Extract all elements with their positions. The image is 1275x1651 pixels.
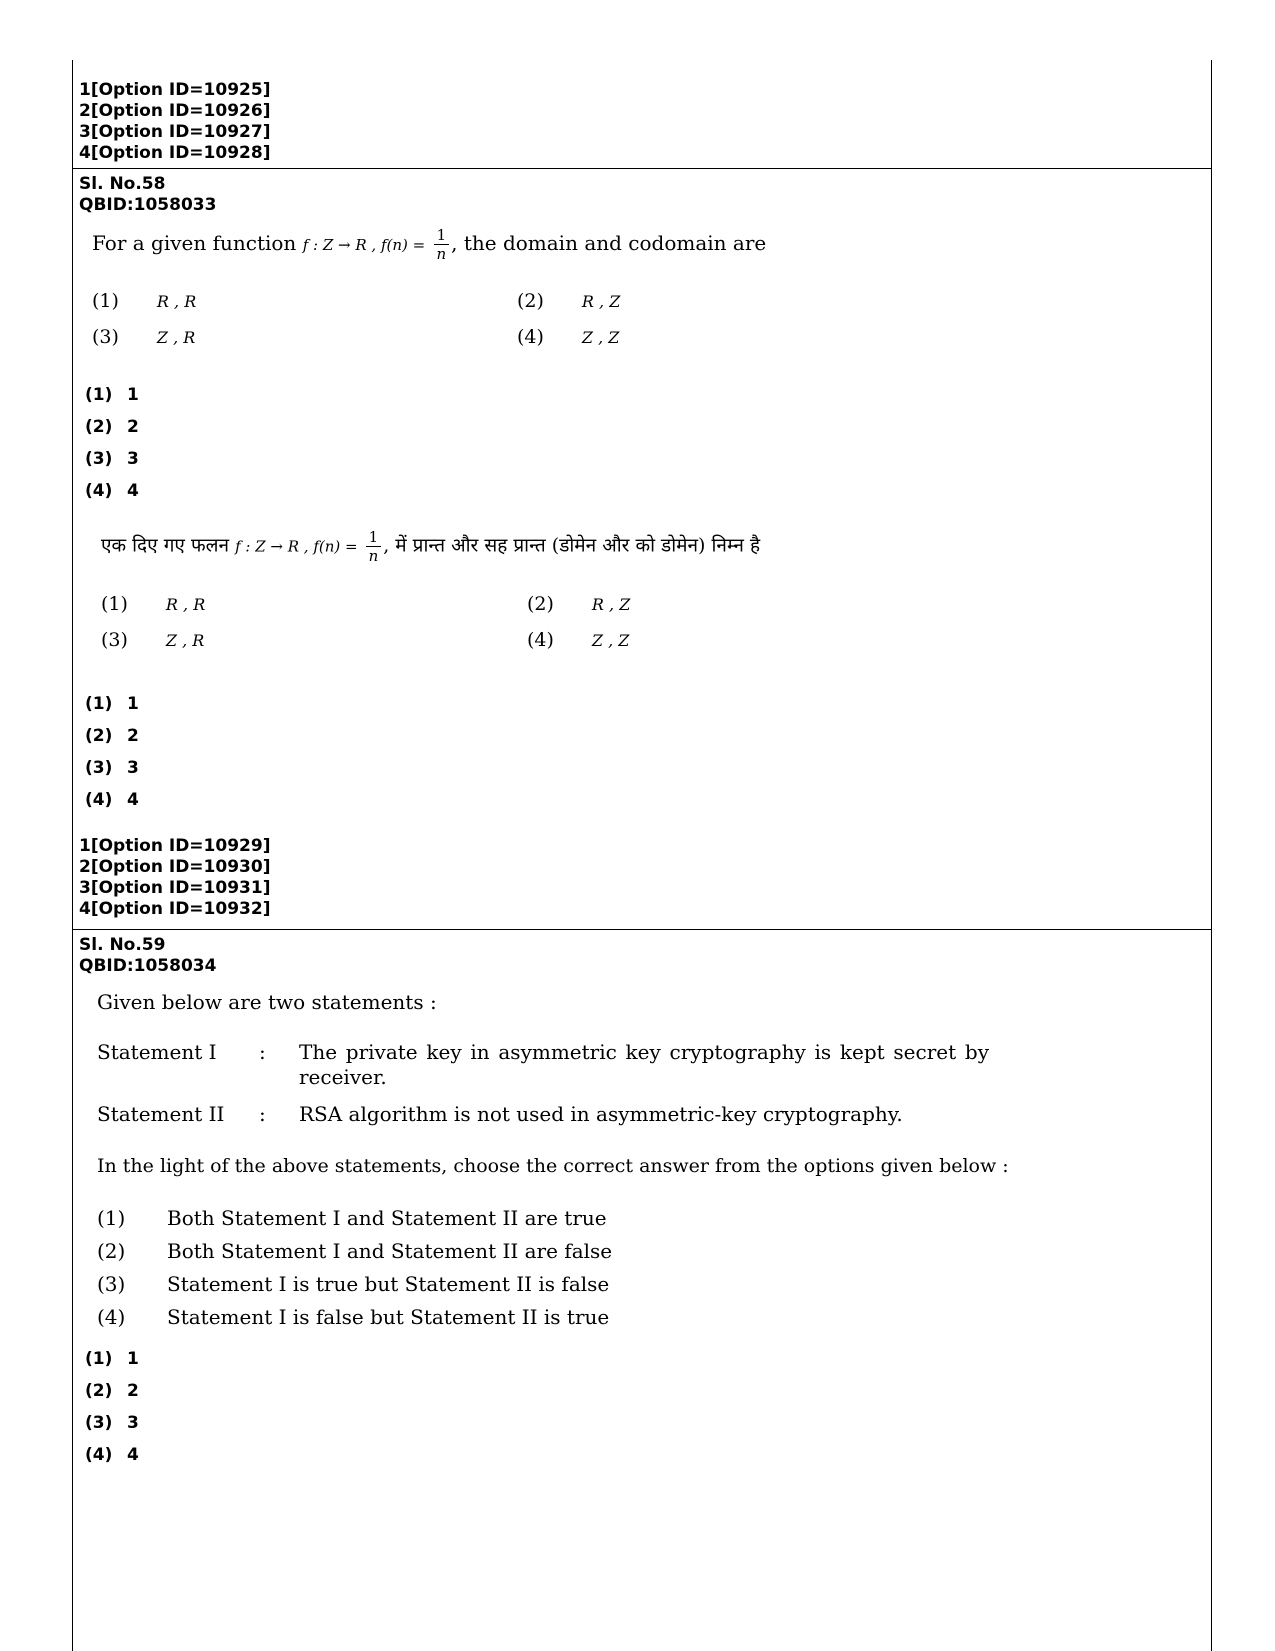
answer-number: (3) — [85, 449, 113, 469]
option-id: 3[Option ID=10931] — [79, 878, 271, 898]
option-number: (3) — [97, 1272, 126, 1296]
option-number: (1) — [97, 1206, 126, 1230]
option-number: (1) — [101, 593, 128, 615]
option-2 — [517, 290, 620, 312]
question-stem-hi — [101, 528, 760, 565]
option-value: R , R — [165, 595, 206, 614]
answer-value: 4 — [127, 790, 139, 810]
option-number: (1) — [92, 290, 119, 312]
answer-value: 2 — [127, 1381, 139, 1401]
statement-text: The private key in asymmetric key cryptography is kept secret by receiver. — [299, 1040, 989, 1089]
function-definition: f : Z → R , f(n) = — [235, 537, 358, 556]
option-value: R , Z — [581, 292, 621, 311]
divider — [72, 929, 1212, 930]
colon: : — [259, 1040, 266, 1064]
answer-value: 1 — [127, 1349, 139, 1369]
option-id: 1[Option ID=10925] — [79, 80, 271, 100]
answer-item — [85, 688, 139, 720]
stem-text: , में प्रान्त और सह प्रान्त (डोमेन और को डोमेन) निम्न है — [383, 534, 761, 557]
option-number: (4) — [527, 629, 554, 651]
fraction — [434, 226, 450, 263]
answer-number: (4) — [85, 481, 113, 501]
fraction — [366, 528, 382, 565]
fraction-numerator: 1 — [366, 528, 382, 547]
option-value: R , Z — [591, 595, 631, 614]
option-2 — [97, 1239, 613, 1263]
option-1 — [92, 290, 196, 312]
answer-value: 4 — [127, 481, 139, 501]
option-2 — [527, 593, 630, 615]
answer-value: 3 — [127, 449, 139, 469]
option-value: Z , Z — [591, 631, 630, 650]
answer-value: 3 — [127, 758, 139, 778]
answer-value: 1 — [127, 694, 139, 714]
answer-item — [85, 475, 139, 507]
question-header — [79, 174, 216, 216]
stem-text: For a given function — [92, 231, 297, 255]
answer-item — [85, 443, 139, 475]
answer-value: 1 — [127, 385, 139, 405]
fraction-numerator: 1 — [434, 226, 450, 245]
answer-value: 2 — [127, 417, 139, 437]
option-3 — [97, 1272, 610, 1296]
colon: : — [259, 1102, 266, 1126]
answer-value: 3 — [127, 1413, 139, 1433]
option-4 — [517, 326, 619, 348]
option-1 — [101, 593, 205, 615]
qbid: QBID:1058033 — [79, 195, 217, 215]
answer-number: (1) — [85, 1349, 113, 1369]
answer-number: (3) — [85, 1413, 113, 1433]
option-id: 1[Option ID=10929] — [79, 836, 271, 856]
option-4 — [97, 1305, 610, 1329]
option-text: Both Statement I and Statement II are true — [167, 1206, 607, 1230]
fraction-denominator: n — [368, 547, 379, 565]
stem-text: एक दिए गए फलन — [101, 534, 230, 557]
answer-item — [85, 1407, 139, 1439]
option-text: Statement I is true but Statement II is false — [167, 1272, 610, 1296]
option-number: (2) — [517, 290, 544, 312]
answer-list — [85, 379, 139, 507]
answer-item — [85, 720, 139, 752]
option-id: 4[Option ID=10928] — [79, 143, 271, 163]
answer-number: (3) — [85, 758, 113, 778]
question-intro: Given below are two statements : — [97, 990, 437, 1014]
option-4 — [527, 629, 629, 651]
divider — [72, 168, 1212, 169]
option-value: Z , Z — [581, 328, 620, 347]
option-number: (2) — [97, 1239, 126, 1263]
answer-item — [85, 1375, 139, 1407]
answer-value: 2 — [127, 726, 139, 746]
answer-item — [85, 1439, 139, 1471]
question-header — [79, 935, 216, 977]
option-number: (4) — [97, 1305, 126, 1329]
option-text: Statement I is false but Statement II is true — [167, 1305, 610, 1329]
qbid: QBID:1058034 — [79, 956, 217, 976]
option-text: Both Statement I and Statement II are false — [167, 1239, 613, 1263]
answer-number: (2) — [85, 1381, 113, 1401]
serial-number: Sl. No.58 — [79, 174, 166, 194]
question-instruction: In the light of the above statements, choose the correct answer from the options given below : — [97, 1155, 1009, 1177]
answer-list — [85, 1343, 139, 1471]
answer-number: (2) — [85, 417, 113, 437]
option-value: Z , R — [165, 631, 205, 650]
statement-text: RSA algorithm is not used in asymmetric-key cryptography. — [299, 1102, 903, 1126]
answer-number: (1) — [85, 385, 113, 405]
answer-number: (1) — [85, 694, 113, 714]
answer-item — [85, 411, 139, 443]
option-3 — [101, 629, 204, 651]
function-definition: f : Z → R , f(n) = — [302, 236, 426, 254]
answer-item — [85, 379, 139, 411]
statement-label: Statement II — [97, 1102, 225, 1126]
option-id-list — [79, 80, 270, 164]
option-id: 4[Option ID=10932] — [79, 899, 271, 919]
answer-item — [85, 752, 139, 784]
answer-number: (4) — [85, 790, 113, 810]
statement-label: Statement I — [97, 1040, 217, 1064]
answer-value: 4 — [127, 1445, 139, 1465]
fraction-denominator: n — [436, 245, 447, 263]
answer-item — [85, 1343, 139, 1375]
option-value: Z , R — [156, 328, 196, 347]
option-number: (3) — [92, 326, 119, 348]
question-stem-en — [92, 226, 766, 263]
option-number: (2) — [527, 593, 554, 615]
serial-number: Sl. No.59 — [79, 935, 166, 955]
answer-number: (2) — [85, 726, 113, 746]
option-value: R , R — [156, 292, 197, 311]
option-id: 2[Option ID=10926] — [79, 101, 271, 121]
option-id: 3[Option ID=10927] — [79, 122, 271, 142]
answer-list — [85, 688, 139, 816]
option-3 — [92, 326, 195, 348]
answer-number: (4) — [85, 1445, 113, 1465]
option-number: (4) — [517, 326, 544, 348]
option-id-list — [79, 836, 270, 920]
answer-item — [85, 784, 139, 816]
option-number: (3) — [101, 629, 128, 651]
stem-text: , the domain and codomain are — [451, 231, 767, 255]
option-id: 2[Option ID=10930] — [79, 857, 271, 877]
option-1 — [97, 1206, 607, 1230]
